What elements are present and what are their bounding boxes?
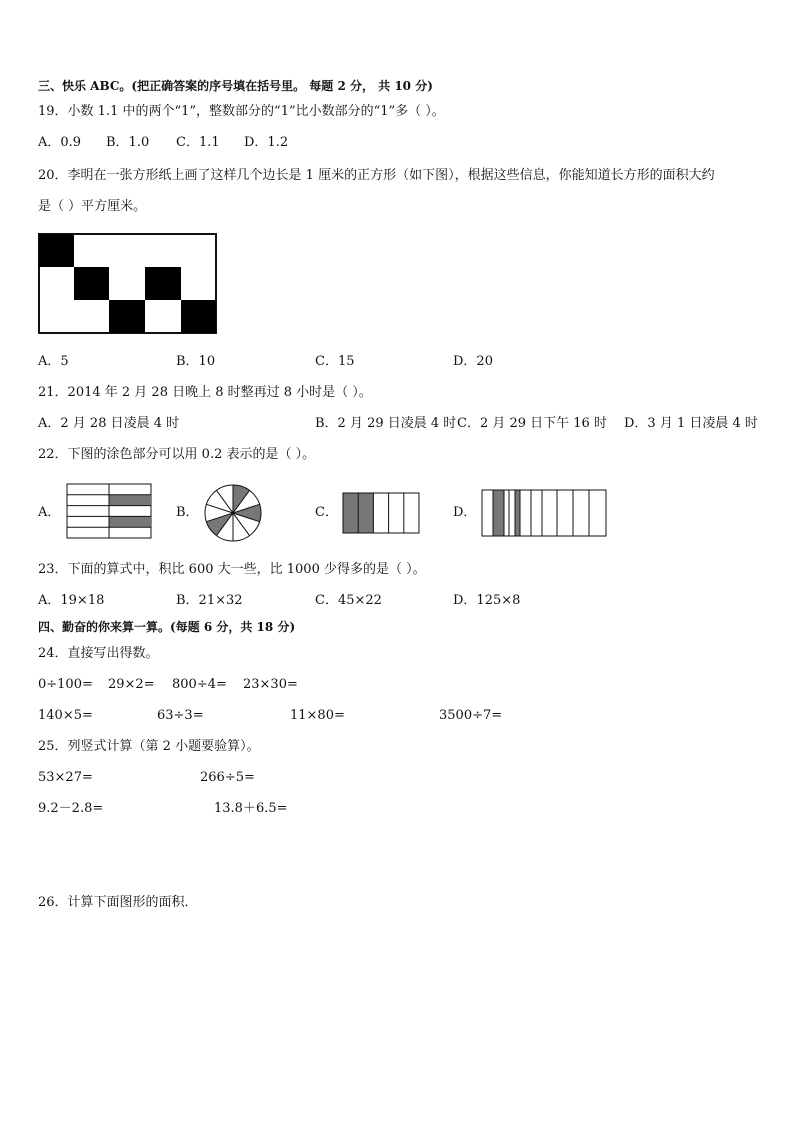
black-square — [145, 267, 181, 300]
section-4-heading: 四、勤奋的你来算一算。(每题 6 分，共 18 分) — [38, 620, 296, 634]
question-22-text: 22．下图的涂色部分可以用 0.2 表示的是（ ）。 — [38, 447, 316, 462]
rectangle-squares-figure — [38, 233, 218, 335]
question-24-text: 24．直接写出得数。 — [38, 646, 159, 661]
q24-item: 140×5= — [38, 708, 93, 723]
question-21-text: 21．2014 年 2 月 28 日晚上 8 时整再过 8 小时是（ ）。 — [38, 385, 372, 400]
q21-option-c: C．2 月 29 日下午 16 时 — [457, 416, 607, 431]
q22-figure-c-strip — [342, 492, 420, 534]
q21-option-b: B．2 月 29 日凌晨 4 时 — [315, 416, 457, 431]
q20-option-b: B．10 — [176, 354, 216, 369]
q19-option-a: A．0.9 — [38, 135, 82, 150]
q22-figure-a-grid — [66, 483, 152, 539]
question-20-text-line2: 是（ ）平方厘米。 — [38, 199, 147, 214]
q22-label-b: B． — [176, 505, 199, 520]
question-20-text-line1: 20．李明在一张方形纸上画了这样几个边长是 1 厘米的正方形（如下图），根据这些信息，你能知道长方形的面积大约 — [38, 168, 715, 183]
q22-label-a: A． — [38, 505, 61, 520]
q21-option-a: A．2 月 28 日凌晨 4 时 — [38, 416, 180, 431]
q25-item: 266÷5= — [200, 770, 255, 785]
q20-option-a: A．5 — [38, 354, 69, 369]
q23-option-a: A．19×18 — [38, 593, 105, 608]
q22-figure-d-strip — [481, 489, 607, 537]
q19-option-c: C．1.1 — [176, 135, 220, 150]
q19-option-b: B．1.0 — [106, 135, 150, 150]
black-square — [109, 300, 145, 333]
question-19-text: 19．小数 1.1 中的两个“1”，整数部分的“1”比小数部分的“1”多（ ）。 — [38, 104, 445, 119]
q20-option-d: D．20 — [453, 354, 493, 369]
q24-item: 29×2= — [108, 677, 155, 692]
q23-option-c: C．45×22 — [315, 593, 382, 608]
q25-item: 53×27= — [38, 770, 93, 785]
q25-item: 13.8＋6.5= — [214, 801, 288, 816]
q22-figure-b-circle — [203, 483, 263, 543]
black-square — [39, 234, 74, 267]
question-23-text: 23．下面的算式中，积比 600 大一些，比 1000 少得多的是（ ）。 — [38, 562, 426, 577]
q23-option-d: D．125×8 — [453, 593, 521, 608]
black-square — [181, 300, 216, 333]
q24-item: 63÷3= — [157, 708, 204, 723]
q21-option-d: D．3 月 1 日凌晨 4 时 — [624, 416, 758, 431]
q24-item: 3500÷7= — [439, 708, 503, 723]
black-square — [74, 267, 109, 300]
question-25-text: 25．列竖式计算（第 2 小题要验算）。 — [38, 739, 260, 754]
q19-option-d: D．1.2 — [244, 135, 289, 150]
q20-option-c: C．15 — [315, 354, 355, 369]
q22-label-c: C． — [315, 505, 338, 520]
q25-item: 9.2－2.8= — [38, 801, 104, 816]
q22-label-d: D． — [453, 505, 477, 520]
question-26-text: 26．计算下面图形的面积． — [38, 895, 198, 910]
section-3-heading: 三、快乐 ABC。(把正确答案的序号填在括号里。 每题 2 分， 共 10 分) — [38, 79, 433, 93]
q24-item: 800÷4= — [172, 677, 227, 692]
q24-item: 11×80= — [290, 708, 345, 723]
q23-option-b: B．21×32 — [176, 593, 243, 608]
q24-item: 23×30= — [243, 677, 298, 692]
q24-item: 0÷100= — [38, 677, 93, 692]
